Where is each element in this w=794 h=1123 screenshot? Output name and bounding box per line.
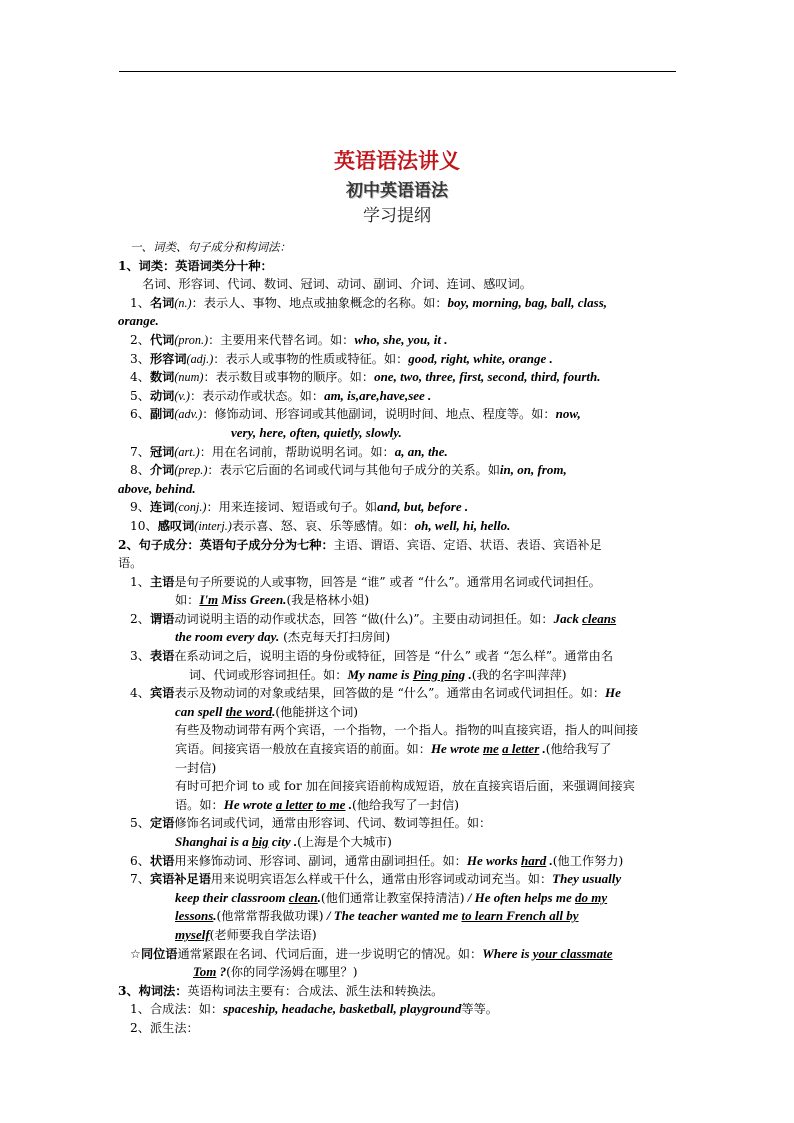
s1-list: 名词、形容词、代词、数词、冠词、动词、副词、介词、连词、感叹词。: [142, 277, 532, 292]
doc-body: [118, 238, 674, 1038]
s2-item-appositive: ☆同位语通常紧跟在名词、代词后面，进一步说明它的情况。如：Where is your classmate: [130, 945, 613, 961]
s1-item-1: 1、名词(n.)：表示人、事物、地点或抽象概念的名称。如：boy, morning, bag, ball, class,: [130, 294, 608, 310]
s2-item-4-para2-cont: 宾语。间接宾语一般放在直接宾语的前面。如：He wrote me a letter .(他给我写了: [175, 741, 612, 757]
s1-item-6: 6、副词(adv.)：修饰动词、形容词或其他副词，说明时间、地点、程度等。如：now,: [130, 406, 581, 422]
s2-item-4-cont: can spell the word.(他能拼这个词): [175, 703, 359, 719]
s1-item-6-cont: very, here, often, quietly, slowly.: [231, 424, 402, 440]
s1-item-3: 3、形容词(adj.)：表示人或事物的性质或特征。如：good, right, white, orange .: [130, 350, 553, 366]
s3-heading: 3、构词法：英语构词法主要有：合成法、派生法和转换法。: [118, 983, 444, 998]
s2-item-6: 6、状语用来修饰动词、形容词、副词，通常由副词担任。如：He works hard .(他工作努力): [130, 852, 624, 868]
s2-item-7-cont: keep their classroom clean.(他们通常让教室保持清洁) / He often helps me do my: [175, 889, 608, 905]
s2-item-2-cont: the room every day. (杰克每天打扫房间): [175, 629, 391, 645]
s1-item-8-cont: above, behind.: [118, 480, 196, 496]
s2-item-3-cont: 词、代词或形容词担任。如：My name is Ping ping .(我的名字叫萍萍): [189, 666, 567, 682]
s1-item-7: 7、冠词(art.)：用在名词前，帮助说明名词。如：a, an, the.: [130, 443, 448, 459]
s2-item-1-example: 如：I'm Miss Green.(我是格林小姐): [175, 592, 370, 608]
star-icon: ☆: [130, 946, 141, 961]
s1-item-1-cont: orange.: [118, 313, 159, 329]
s2-item-1: 1、主语是句子所要说的人或事物，回答是 “谁” 或者 “什么”。通常用名词或代词担任。: [130, 574, 601, 589]
s2-item-7-cont2: lessons.(他常常帮我做功课) / The teacher wanted me to learn French all by: [175, 908, 579, 924]
s3-item-1: 1、合成法：如：spaceship, headache, basketball, playground等等。: [130, 1001, 498, 1017]
doc-title: 英语语法讲义: [334, 148, 460, 173]
section-heading: 一、词类、句子成分和构词法：: [130, 240, 291, 254]
s2-item-4-para2: 有些及物动词带有两个宾语，一个指物，一个指人。指物的叫直接宾语，指人的叫间接: [175, 723, 639, 738]
s3-item-2: 2、派生法：: [130, 1020, 199, 1035]
s2-item-7-cont3: myself(老师要我自学法语): [175, 926, 317, 942]
s2-item-5: 5、定语修饰名词或代词，通常由形容词、代词、数词等担任。如：: [130, 816, 492, 831]
header-rule: [119, 71, 676, 72]
s1-item-5: 5、动词(v.)：表示动作或状态。如：am, is,are,have,see .: [130, 387, 432, 403]
s2-item-4-para2-end: 一封信): [175, 760, 217, 775]
s2-item-4-para3: 有时可把介词 to 或 for 加在间接宾语前构成短语，放在直接宾语后面，来强调间接宾: [175, 779, 635, 794]
s2-item-4-para3-cont: 语。如：He wrote a letter to me .(他给我写了一封信): [175, 796, 459, 812]
s1-item-9: 9、连词(conj.)：用来连接词、短语或句子。如and, but, before .: [130, 499, 469, 515]
s1-item-8: 8、介词(prep.)：表示它后面的名词或代词与其他句子成分的关系。如in, on, from,: [130, 462, 567, 478]
s1-item-4: 4、数词(num)：表示数目或事物的顺序。如：one, two, three, first, second, third, fourth.: [130, 369, 601, 385]
s1-item-2: 2、代词(pron.)：主要用来代替名词。如：who, she, you, it .: [130, 331, 448, 347]
s2-item-2: 2、谓语动词说明主语的动作或状态，回答 “做(什么)”。主要由动词担任。如：Jack cleans: [130, 610, 617, 626]
doc-subtitle-2: 学习提纲: [363, 206, 431, 226]
s2-heading-cont: 语。: [118, 556, 143, 571]
s1-heading: 1、词类：英语词类分十种：: [118, 258, 273, 273]
s2-item-3: 3、表语在系动词之后，说明主语的身份或特征，回答是 “什么” 或者 “怎么样”。通常由名: [130, 649, 614, 664]
s2-heading: 2、句子成分：英语句子成分分为七种：主语、谓语、宾语、定语、状语、表语、宾语补足: [118, 537, 602, 552]
s2-item-appositive-cont: Tom ?(你的同学汤姆在哪里？): [193, 964, 358, 980]
s2-item-4: 4、宾语表示及物动词的对象或结果，回答做的是 “什么”。通常由名词或代词担任。如：He: [130, 685, 621, 701]
s2-item-7: 7、宾语补足语用来说明宾语怎么样或干什么，通常由形容词或动词充当。如：They usually: [130, 871, 622, 887]
s2-item-5-example: Shanghai is a big city .(上海是个大城市): [175, 834, 392, 849]
doc-subtitle: 初中英语语法: [346, 181, 448, 201]
s1-item-10: 10、感叹词(interj.)表示喜、怒、哀、乐等感情。如：oh, well, hi, hello.: [130, 517, 511, 533]
